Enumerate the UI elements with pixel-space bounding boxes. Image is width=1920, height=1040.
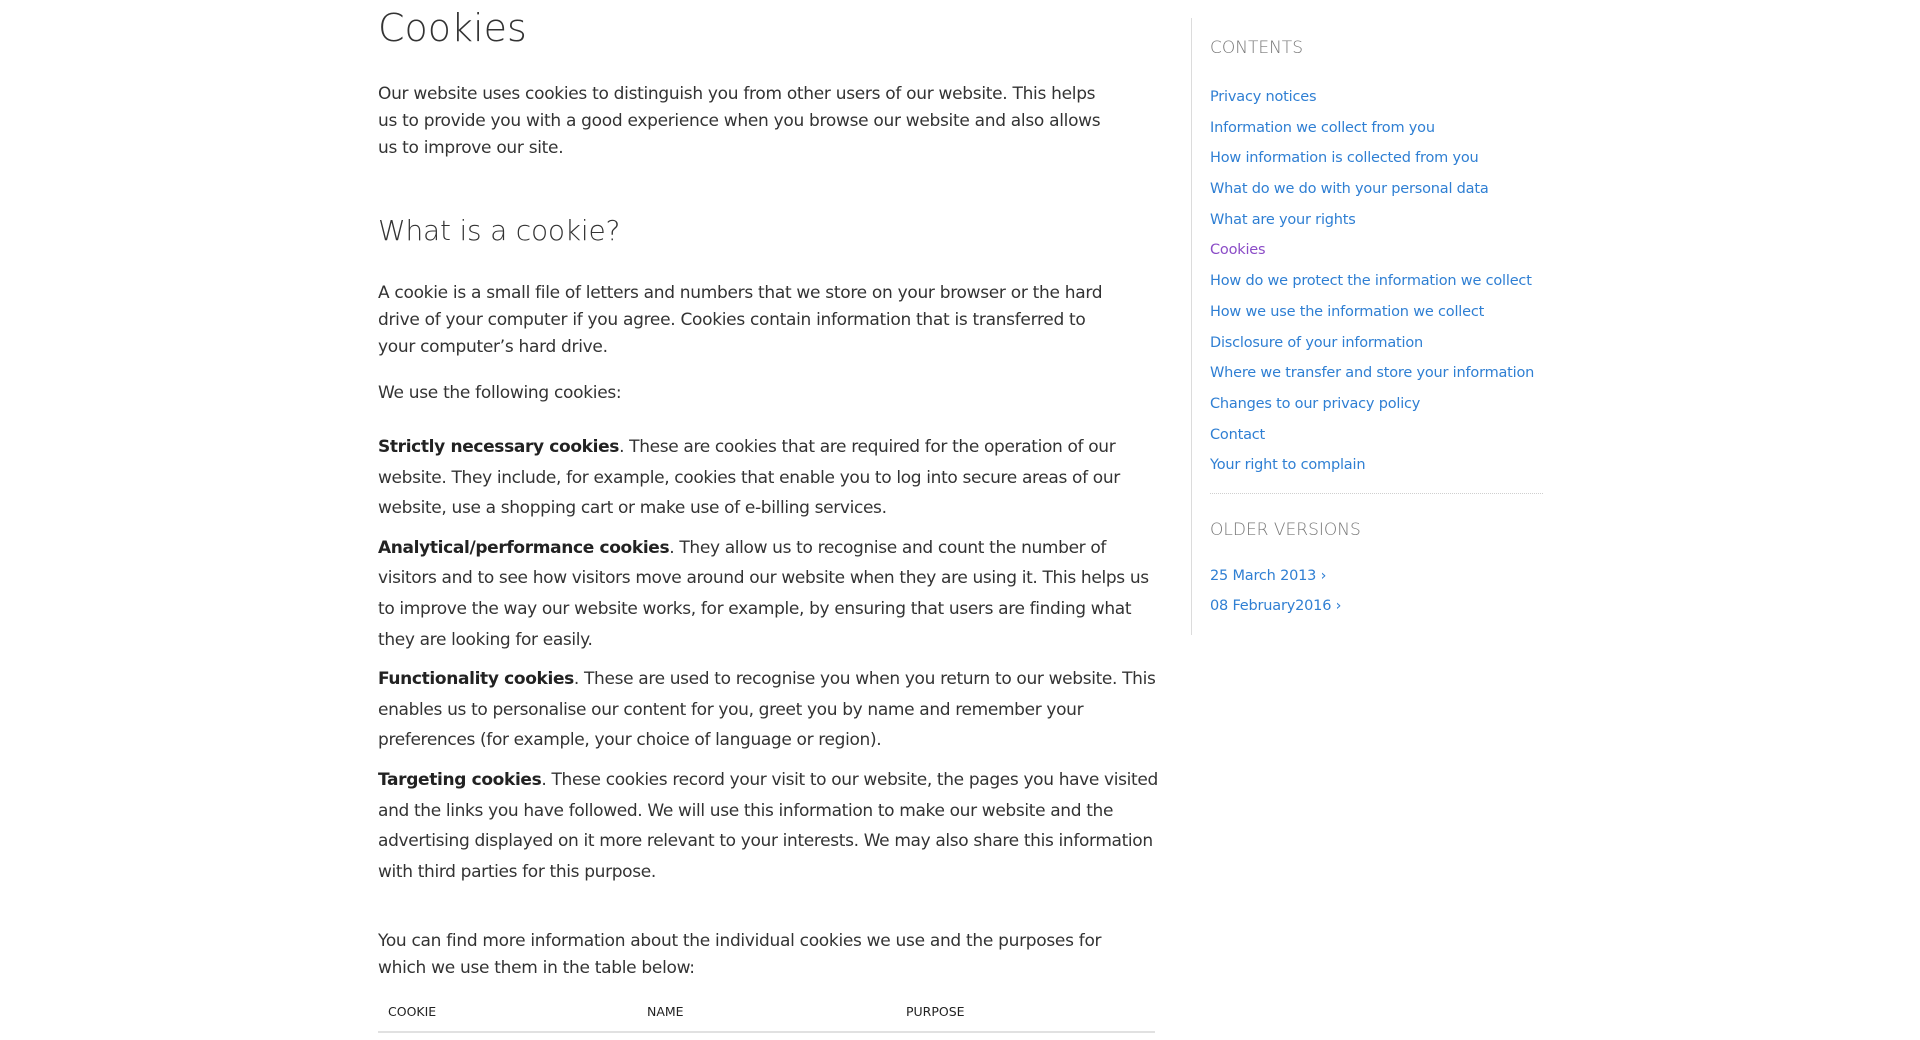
- cookies-used-intro: We use the following cookies:: [378, 383, 622, 403]
- cookie-type-name: Targeting cookies: [378, 769, 542, 790]
- toc-item: [1210, 270, 1534, 301]
- older-version-link-2013[interactable]: 25 March 2013 ›: [1210, 568, 1327, 584]
- toc-item: [1210, 147, 1534, 178]
- toc-item: [1210, 424, 1534, 455]
- older-version-link-2016[interactable]: 08 February2016 ›: [1210, 598, 1342, 614]
- cookie-type-description: . These are used to recognise you when you return to our website. This enables us to personalise our content for you, greet you by name and remember your preferences (for example, your choice of language or region).: [378, 669, 1156, 751]
- cookie-type-functionality: [378, 664, 1158, 756]
- toc-item: [1210, 117, 1534, 148]
- older-versions-list: [1210, 565, 1341, 625]
- cookie-type-description: . They allow us to recognise and count the number of visitors and to see how visitors move around our website when they are using it. This helps us to improve the way our website works, for example, by ensuring that users are finding what they are looking for easily.: [378, 537, 1149, 650]
- toc-item: [1210, 239, 1534, 270]
- cookie-types-list: [378, 432, 1158, 896]
- toc-link-policy-changes[interactable]: Changes to our privacy policy: [1210, 395, 1421, 412]
- toc-link-personal-data-use[interactable]: What do we do with your personal data: [1210, 181, 1489, 198]
- toc-link-use-information[interactable]: How we use the information we collect: [1210, 303, 1485, 320]
- table-of-contents: [1210, 86, 1534, 485]
- cookie-type-description: . These are cookies that are required for the operation of our website. They include, for example, cookies that enable you to log into secure areas of our website, use a shopping cart or make use of e-billing services.: [378, 437, 1120, 519]
- cookie-type-name: Analytical/performance cookies: [378, 537, 670, 558]
- toc-item: [1210, 332, 1534, 363]
- page-title: Cookies: [378, 6, 527, 50]
- toc-link-transfer-store[interactable]: Where we transfer and store your information: [1210, 365, 1535, 382]
- cookie-type-targeting: [378, 765, 1158, 887]
- toc-link-how-information-is-collected[interactable]: How information is collected from you: [1210, 150, 1479, 167]
- toc-link-your-rights[interactable]: What are your rights: [1210, 211, 1356, 228]
- toc-item: [1210, 393, 1534, 424]
- toc-link-right-to-complain[interactable]: Your right to complain: [1210, 457, 1366, 474]
- toc-item: [1210, 454, 1534, 485]
- toc-item: [1210, 209, 1534, 240]
- older-versions-heading: OLDER VERSIONS: [1210, 520, 1361, 540]
- toc-link-disclosure[interactable]: Disclosure of your information: [1210, 334, 1424, 351]
- toc-link-privacy-notices[interactable]: Privacy notices: [1210, 89, 1317, 105]
- older-version-item: [1210, 595, 1341, 625]
- older-version-item: [1210, 565, 1341, 595]
- section-heading-what-is-a-cookie: What is a cookie?: [378, 214, 621, 247]
- cookie-type-name: Functionality cookies: [378, 669, 574, 690]
- table-header-row: [378, 996, 1155, 1032]
- more-info-paragraph: You can find more information about the individual cookies we use and the purposes for which we use them in the table below:: [378, 931, 1102, 978]
- toc-link-cookies[interactable]: Cookies: [1210, 242, 1266, 259]
- toc-link-protect-information[interactable]: How do we protect the information we collect: [1210, 273, 1532, 290]
- intro-paragraph: Our website uses cookies to distinguish you from other users of our website. This helps us to provide you with a good experience when you browse our website and also allows us to improve our site.: [378, 84, 1101, 158]
- toc-item: [1210, 301, 1534, 332]
- cookie-type-strictly-necessary: [378, 432, 1158, 524]
- sidebar-separator: [1191, 18, 1192, 635]
- toc-item: [1210, 178, 1534, 209]
- toc-link-information-we-collect[interactable]: Information we collect from you: [1210, 119, 1435, 136]
- toc-item: [1210, 362, 1534, 393]
- contents-heading: CONTENTS: [1210, 38, 1303, 58]
- what-is-cookie-paragraph: A cookie is a small file of letters and numbers that we store on your browser or the hard drive of your computer if you agree. Cookies contain information that is transferred to your computer’s hard drive.: [378, 283, 1103, 357]
- toc-link-contact[interactable]: Contact: [1210, 426, 1266, 443]
- cookie-table: [378, 996, 1155, 1033]
- cookie-type-name: Strictly necessary cookies: [378, 437, 620, 457]
- cookie-type-analytical: [378, 533, 1158, 655]
- column-header-name: NAME: [637, 996, 896, 1032]
- toc-item: [1210, 86, 1534, 117]
- column-header-cookie: COOKIE: [378, 996, 637, 1032]
- cookie-type-description: . These cookies record your visit to our website, the pages you have visited and the links you have followed. We will use this information to make our website and the advertising displayed on it more relevant to your interests. We may also share this information with third parties for this purpose.: [378, 769, 1158, 882]
- column-header-purpose: PURPOSE: [896, 996, 1155, 1032]
- sidebar-divider: [1210, 493, 1543, 494]
